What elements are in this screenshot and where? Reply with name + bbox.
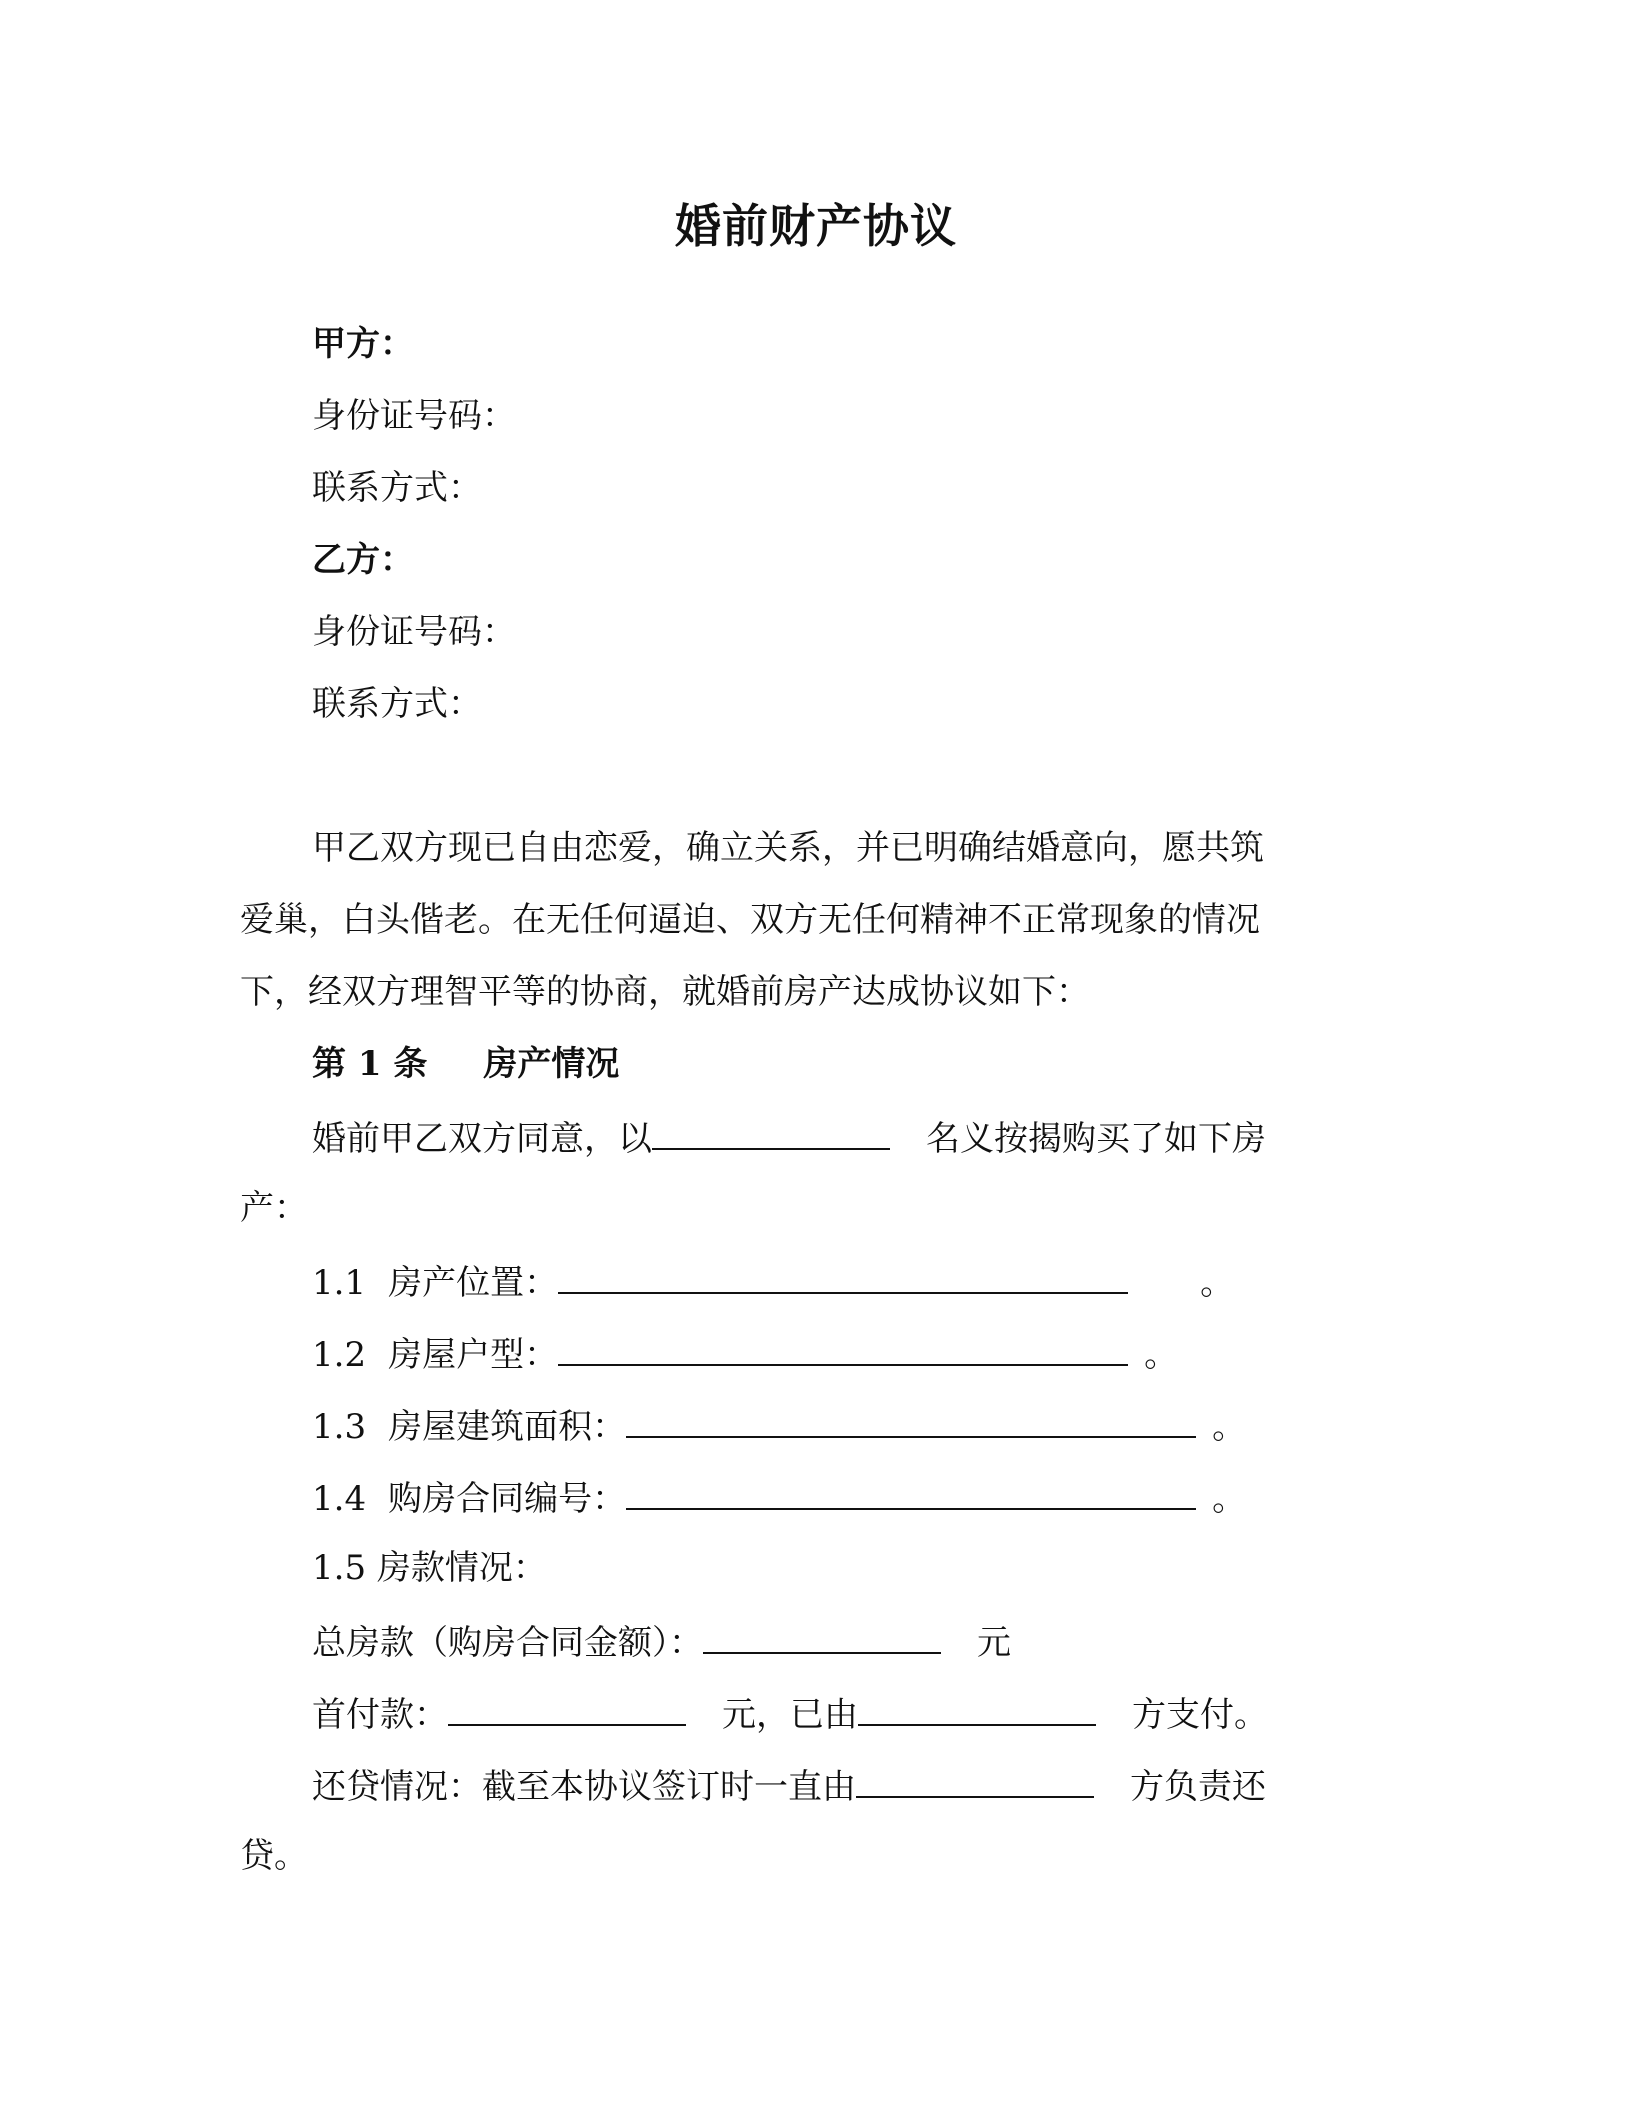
payment-header: 1.5 房款情况：: [312, 1548, 547, 1588]
building-area-blank[interactable]: [626, 1402, 1196, 1438]
item-end: 。: [1144, 1335, 1179, 1375]
item-1-4: [312, 1474, 1246, 1521]
article-1-intro-part1: 婚前甲乙双方同意，以: [312, 1119, 652, 1159]
item-end: 。: [1200, 1263, 1235, 1303]
preamble-line-2: 爱巢，白头偕老。在无任何逼迫、双方无任何精神不正常现象的情况: [240, 900, 1260, 940]
loan-payer-blank[interactable]: [856, 1762, 1094, 1798]
article-1-heading: [312, 1042, 619, 1086]
preamble-line-3: 下，经双方理智平等的协商，就婚前房产达成协议如下：: [240, 972, 1090, 1012]
loan-line: [312, 1762, 1266, 1809]
contract-number-blank[interactable]: [626, 1474, 1196, 1510]
item-label: 房产位置：: [388, 1263, 559, 1303]
down-payment-mid: 元，已由: [722, 1695, 858, 1735]
party-b-label: 乙方：: [312, 540, 414, 580]
item-number: 1.4: [312, 1479, 367, 1519]
article-1-intro: [312, 1114, 1266, 1161]
total-price-unit: 元: [977, 1623, 1011, 1663]
down-payment-label: 首付款：: [312, 1695, 448, 1735]
house-layout-blank[interactable]: [558, 1330, 1128, 1366]
item-label: 房屋建筑面积：: [388, 1407, 627, 1447]
total-price-blank[interactable]: [703, 1618, 941, 1654]
loan-line-2: 贷。: [240, 1836, 308, 1876]
total-price-label: 总房款（购房合同金额）：: [312, 1623, 703, 1663]
item-label: 房屋户型：: [388, 1335, 559, 1375]
item-label: 购房合同编号：: [388, 1479, 627, 1519]
item-1-3: [312, 1402, 1246, 1449]
down-payment-amount-blank[interactable]: [448, 1690, 686, 1726]
item-1-2: [312, 1330, 1178, 1377]
item-number: 1.3: [312, 1407, 367, 1447]
party-a-contact-label: 联系方式：: [312, 468, 482, 508]
total-price-line: [312, 1618, 1011, 1665]
party-b-id-label: 身份证号码：: [312, 612, 516, 652]
party-a-label: 甲方：: [312, 324, 414, 364]
buyer-name-blank[interactable]: [652, 1114, 890, 1150]
article-1-number: 第 1 条: [312, 1044, 428, 1084]
party-b-contact-label: 联系方式：: [312, 684, 482, 724]
article-1-title: 房产情况: [483, 1044, 620, 1084]
loan-end: 方负责还: [1130, 1767, 1266, 1807]
item-end: 。: [1212, 1479, 1247, 1519]
preamble-line-1: 甲乙双方现已自由恋爱，确立关系，并已明确结婚意向，愿共筑: [312, 828, 1264, 868]
item-1-1: [312, 1258, 1234, 1305]
down-payment-end: 方支付。: [1132, 1695, 1268, 1735]
item-number: 1.1: [312, 1263, 367, 1303]
item-number: 1.2: [312, 1335, 367, 1375]
party-a-id-label: 身份证号码：: [312, 396, 516, 436]
property-location-blank[interactable]: [558, 1258, 1128, 1294]
document-title: 婚前财产协议: [675, 199, 957, 253]
down-payment-payer-blank[interactable]: [858, 1690, 1096, 1726]
loan-label: 还贷情况：截至本协议签订时一直由: [312, 1767, 856, 1807]
article-1-intro-part2: 名义按揭购买了如下房: [926, 1119, 1266, 1159]
item-end: 。: [1212, 1407, 1247, 1447]
article-1-intro-line2: 产：: [240, 1188, 308, 1228]
down-payment-line: [312, 1690, 1268, 1737]
